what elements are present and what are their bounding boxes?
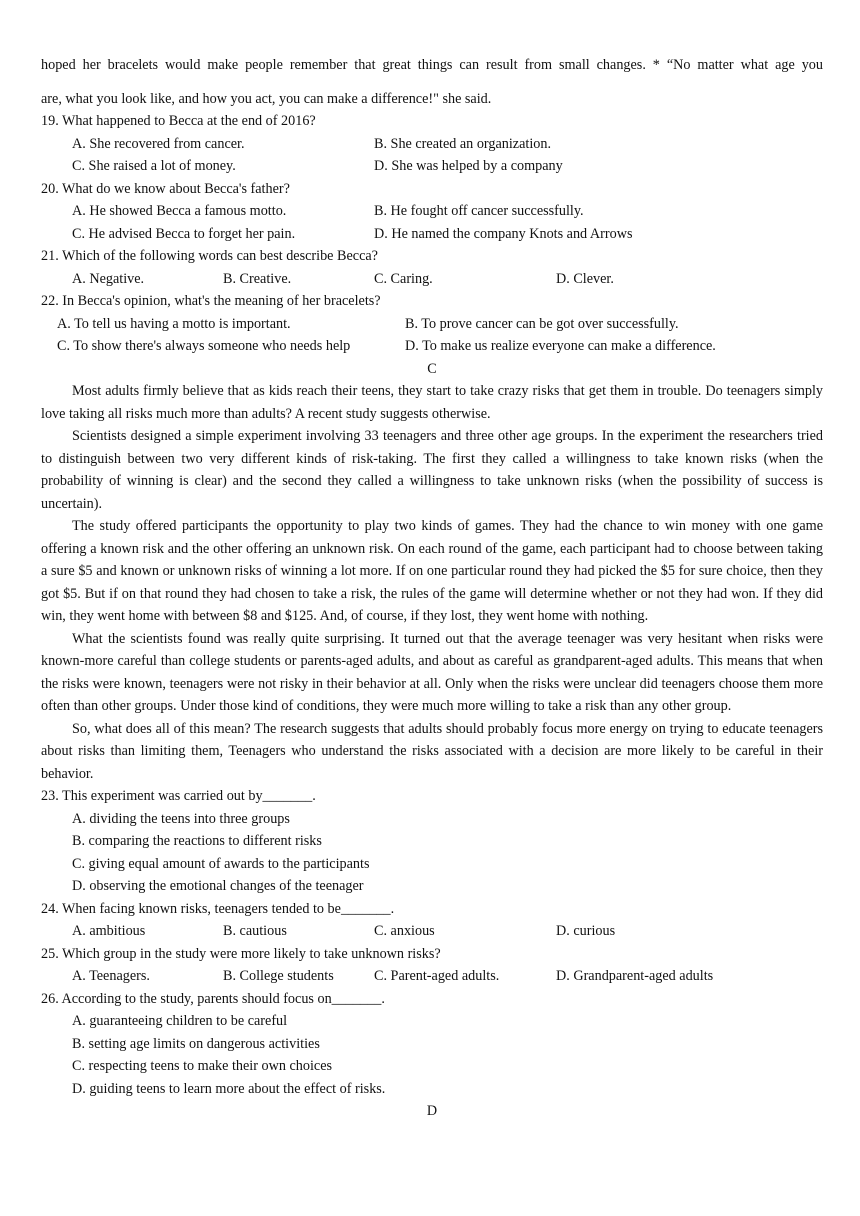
option-b: B. To prove cancer can be got over successfully. xyxy=(405,315,679,332)
question-20-options xyxy=(41,223,823,246)
question-22: 22. In Becca's opinion, what's the meaning of her bracelets? xyxy=(41,293,381,309)
option-a: A. Teenagers. xyxy=(72,968,150,984)
passage-paragraph-1: Most adults firmly believe that as kids reach their teens, they start to take crazy risks that get them in trouble. Do teenagers simply love taking all risks much more than adults? A recent study suggests otherwise. xyxy=(41,383,823,422)
question-19-options xyxy=(41,155,823,178)
option-a: A. He showed Becca a famous motto. xyxy=(72,203,287,219)
question-25: 25. Which group in the study were more likely to take unknown risks? xyxy=(41,945,441,962)
section-c-label: C xyxy=(427,360,437,377)
document-page xyxy=(41,54,823,1123)
option-c: C. Parent-aged adults. xyxy=(374,968,500,984)
option-c: C. giving equal amount of awards to the participants xyxy=(72,855,370,872)
question-20-options xyxy=(41,200,823,223)
option-d: D. He named the company Knots and Arrows xyxy=(374,225,633,242)
question-23: 23. This experiment was carried out by_______. xyxy=(41,788,316,804)
option-c: C. She raised a lot of money. xyxy=(72,158,236,174)
question-20: 20. What do we know about Becca's father? xyxy=(41,180,290,197)
option-b: B. comparing the reactions to different risks xyxy=(72,833,322,849)
option-c: C. anxious xyxy=(374,923,435,939)
option-a: A. Negative. xyxy=(72,270,145,287)
option-b: B. Creative. xyxy=(223,270,292,287)
question-19-options xyxy=(41,133,823,156)
question-25-options xyxy=(41,965,823,988)
option-b: B. setting age limits on dangerous activities xyxy=(72,1035,320,1052)
question-21: 21. Which of the following words can best describe Becca? xyxy=(41,248,378,264)
option-a: A. ambitious xyxy=(72,923,146,939)
question-22-options xyxy=(41,313,823,336)
option-b: B. She created an organization. xyxy=(374,135,552,152)
option-d: D. She was helped by a company xyxy=(374,158,563,174)
option-d: D. guiding teens to learn more about the effect of risks. xyxy=(72,1080,386,1097)
question-21-options xyxy=(41,268,823,291)
question-26: 26. According to the study, parents should focus on_______. xyxy=(41,990,385,1007)
option-b: B. He fought off cancer successfully. xyxy=(374,203,584,219)
section-d-label: D xyxy=(426,1103,438,1119)
passage-paragraph-2: Scientists designed a simple experiment involving 33 teenagers and three other age groups. In the experiment the researchers tried to distinguish between two very different kinds of risk-taking. The first they called a willingness to take known risks (when the probability of winning is clear) and the second they called a willingness to take unknown risks (when the possibility of success is uncertain). xyxy=(41,428,823,512)
option-a: A. To tell us having a motto is important. xyxy=(57,315,291,332)
option-c: C. Caring. xyxy=(374,270,433,287)
option-d: D. To make us realize everyone can make a difference. xyxy=(405,338,716,354)
option-a: A. dividing the teens into three groups xyxy=(72,810,290,827)
option-c: C. To show there's always someone who needs help xyxy=(57,338,351,354)
intro-line-1: hoped her bracelets would make people remember that great things can result from small changes. * “No matter what age you xyxy=(41,57,823,73)
question-22-options xyxy=(41,335,823,358)
option-b: B. College students xyxy=(223,968,334,984)
option-b: B. cautious xyxy=(223,923,287,939)
passage-paragraph-3: The study offered participants the opportunity to play two kinds of games. They had the chance to win money with one game offering a known risk and the other offering an unknown risk. On each round of the game, each participant had to choose between taking a sure $5 and known or unknown risks of winning a lot more. If on one particular round they had picked the $5 for sure choice, then they got $5. But if on that round they had chosen to take a risk, the rules of the game will determine whether or not they had won. If they did win, they went home with between $8 and $125. And, of course, if they lost, they went home with nothing. xyxy=(41,518,823,624)
option-a: A. guaranteeing children to be careful xyxy=(72,1013,288,1029)
intro-line-2: are, what you look like, and how you act, you can make a difference!" she said. xyxy=(41,90,492,107)
passage-paragraph-4: What the scientists found was really quite surprising. It turned out that the average teenager was very hesitant when risks were known-more careful than college students or parents-aged adults, and about as careful as grandparent-aged adults. This means that when the risks were known, teenagers were not risky in their behavior at all. Only when the risks were unclear did teenagers choose them more often than other groups. Under those kind of conditions, they were much more willing to take a risk than any other group. xyxy=(41,630,823,714)
option-d: D. observing the emotional changes of the teenager xyxy=(72,878,364,894)
option-d: D. Grandparent-aged adults xyxy=(556,968,714,984)
question-24-options xyxy=(41,920,823,943)
option-d: D. curious xyxy=(556,923,616,939)
option-c: C. respecting teens to make their own choices xyxy=(72,1058,333,1074)
option-d: D. Clever. xyxy=(556,270,614,287)
passage-paragraph-5: So, what does all of this mean? The research suggests that adults should probably focus more energy on trying to educate teenagers about risks than limiting them, Teenagers who understand the risks associated with a decision are more likely to be careful in their behavior. xyxy=(41,720,823,782)
option-c: C. He advised Becca to forget her pain. xyxy=(72,225,296,242)
option-a: A. She recovered from cancer. xyxy=(72,135,245,152)
question-24: 24. When facing known risks, teenagers tended to be_______. xyxy=(41,900,395,917)
question-19: 19. What happened to Becca at the end of 2016? xyxy=(41,113,316,129)
